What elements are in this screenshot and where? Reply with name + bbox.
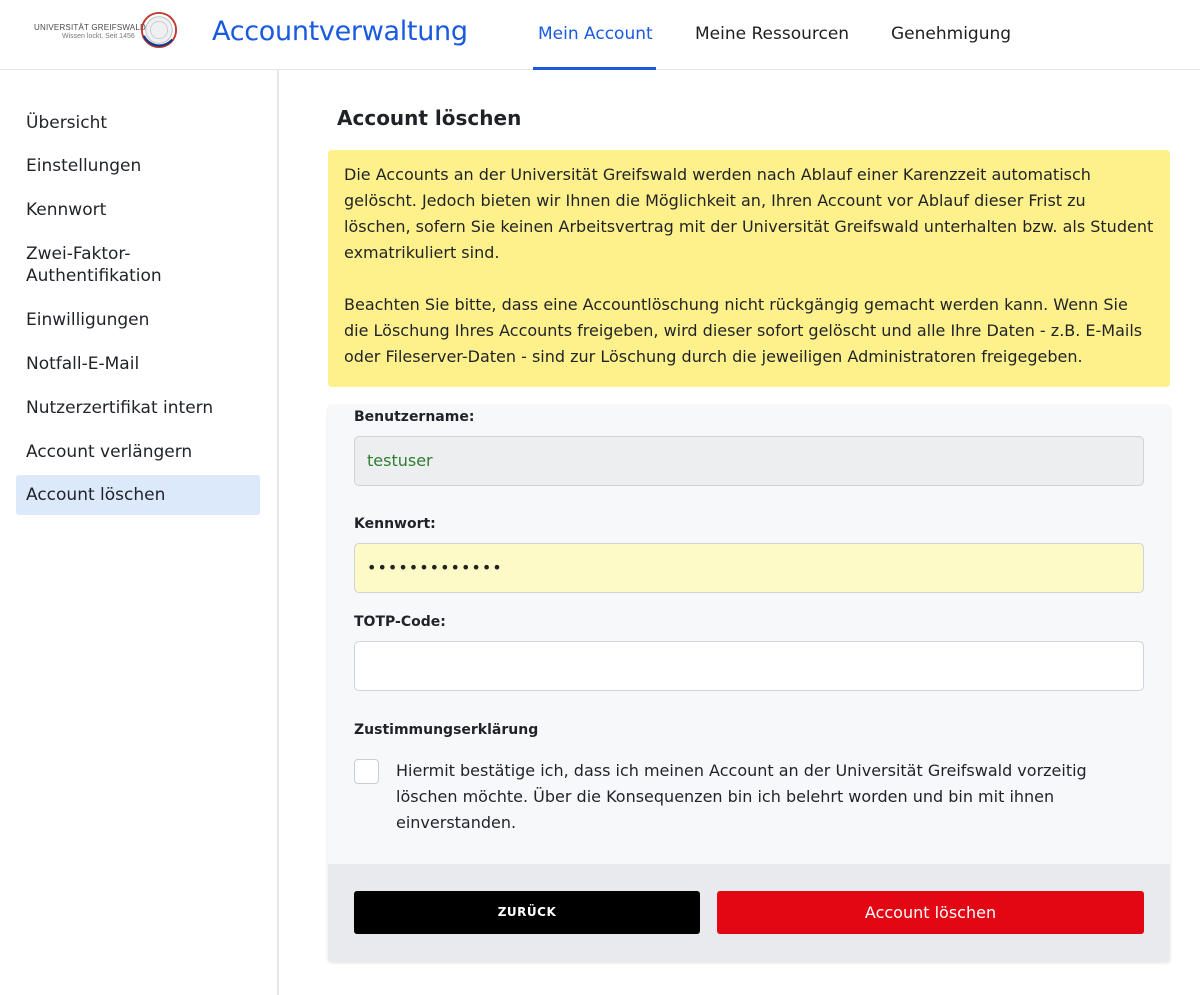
password-field[interactable]: ••••••••••••• [354, 543, 1144, 593]
page-title: Account löschen [337, 106, 522, 130]
app-title[interactable]: Accountverwaltung [212, 16, 468, 47]
university-logo[interactable] [28, 8, 183, 58]
totp-label: TOTP-Code: [354, 614, 446, 630]
password-label: Kennwort: [354, 516, 436, 532]
username-field: testuser [354, 436, 1144, 486]
username-label: Benutzername: [354, 409, 475, 425]
consent-checkbox[interactable] [354, 759, 379, 784]
tab-mein-account[interactable]: Mein Account [538, 24, 653, 44]
tab-genehmigung[interactable]: Genehmigung [891, 24, 1012, 44]
sidebar-item-kennwort[interactable]: Kennwort [26, 200, 107, 220]
university-seal-icon [140, 11, 178, 49]
back-button[interactable]: ZURÜCK [354, 891, 700, 934]
notice-paragraph: Beachten Sie bitte, dass eine Accountlöschung nicht rückgängig gemacht werden kann. Wenn Sie die Löschung Ihres Accounts freigeben, wird dieser sofort gelöscht und alle Ihre Daten - z.B. E-Mails oder Fileserver-Daten - sind zur Löschung durch die jeweiligen Administratoren freigegeben. [344, 295, 1143, 366]
consent-text[interactable]: Hiermit bestätige ich, dass ich meinen Account an der Universität Greifswald vorzeitig löschen möchte. Über die Konsequenzen bin ich belehrt worden und bin mit ihnen einverstanden. [396, 761, 1087, 832]
sidebar-item-nutzerzertifikat[interactable]: Nutzerzertifikat intern [26, 398, 214, 418]
form-actions [328, 864, 1170, 962]
active-tab-indicator [533, 67, 656, 70]
sidebar [0, 70, 279, 995]
warning-notice [328, 150, 1170, 387]
delete-account-button[interactable]: Account löschen [717, 891, 1144, 934]
sidebar-item-uebersicht[interactable]: Übersicht [26, 113, 108, 133]
sidebar-item-zwei-faktor[interactable]: Zwei-Faktor-Authentifikation [26, 244, 162, 286]
logo-tagline: Wissen lockt. Seit 1456 [62, 33, 135, 40]
sidebar-item-account-verlaengern[interactable]: Account verlängern [26, 442, 193, 462]
sidebar-item-notfall-email[interactable]: Notfall-E-Mail [26, 354, 140, 374]
sidebar-item-account-loeschen[interactable]: Account löschen [16, 475, 260, 515]
sidebar-item-einwilligungen[interactable]: Einwilligungen [26, 310, 150, 330]
consent-heading: Zustimmungserklärung [354, 722, 539, 738]
sidebar-item-einstellungen[interactable]: Einstellungen [26, 156, 142, 176]
delete-account-form [328, 405, 1170, 962]
tab-meine-ressourcen[interactable]: Meine Ressourcen [695, 24, 850, 44]
totp-code-input[interactable] [354, 641, 1144, 691]
notice-paragraph: Die Accounts an der Universität Greifswald werden nach Ablauf einer Karenzzeit automatisch gelöscht. Jedoch bieten wir Ihnen die Möglichkeit an, Ihren Account vor Ablauf dieser Frist zu löschen, sofern Sie keinen Arbeitsvertrag mit der Universität Greifswald unterhalten bzw. als Student exmatrikuliert sind. [344, 165, 1154, 262]
logo-wordmark: UNIVERSITÄT GREIFSWALD [34, 23, 146, 32]
top-header [0, 0, 1200, 70]
